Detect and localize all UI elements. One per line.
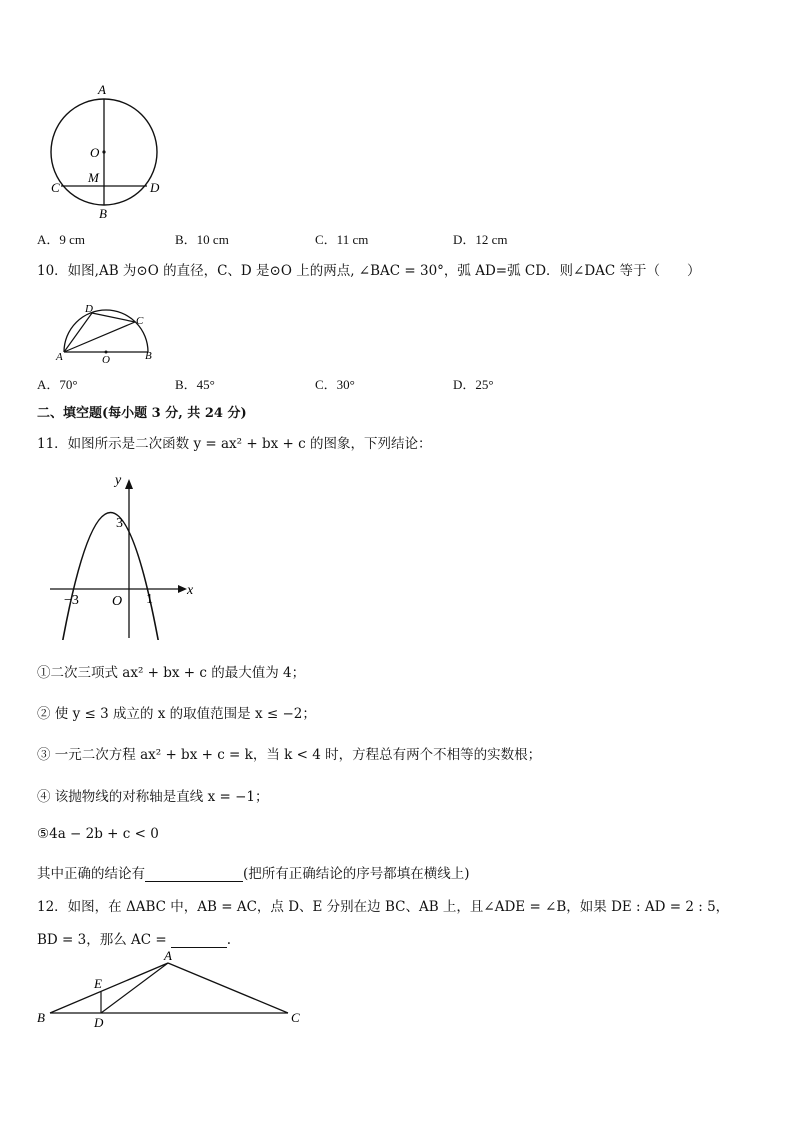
q12-segment-ad bbox=[101, 963, 168, 1013]
q10-label-c: C bbox=[136, 315, 144, 327]
q10-label-d: D bbox=[85, 303, 93, 315]
q11-label-y: y bbox=[115, 473, 122, 488]
q11-label-origin: O bbox=[112, 594, 123, 609]
q11-label-3: 3 bbox=[116, 516, 123, 531]
q9-option-a: A．9 cm bbox=[37, 232, 86, 247]
section-2-title: 二、填空题(每小题 3 分, 共 24 分) bbox=[37, 406, 247, 421]
q11-item-3: ③ 一元二次方程 ax² + bx + c = k，当 k < 4 时，方程总有两个不相等的实数根； bbox=[37, 747, 542, 763]
q9-label-m: M bbox=[88, 170, 99, 185]
q10-label-o: O bbox=[102, 354, 110, 366]
q11-label-neg3: −3 bbox=[64, 593, 79, 608]
q9-label-o: O bbox=[90, 145, 100, 160]
q10-option-b: B．45° bbox=[175, 377, 215, 392]
q10-stem: 10．如图,AB 为⊙O 的直径，C、D 是⊙O 上的两点, ∠BAC = 30°，弧 AD=弧 CD．则∠DAC 等于（ ） bbox=[37, 263, 701, 279]
q9-label-d: D bbox=[150, 180, 160, 195]
q11-answer-prefix: 其中正确的结论有 bbox=[37, 866, 145, 882]
q12-label-c: C bbox=[291, 1010, 300, 1025]
q11-item-5: ⑤4a − 2b + c < 0 bbox=[37, 826, 159, 842]
q11-item-1: ①二次三项式 ax² + bx + c 的最大值为 4； bbox=[37, 665, 306, 681]
q12-label-d: D bbox=[94, 1015, 104, 1030]
q12-side-ab bbox=[50, 963, 168, 1013]
q9-option-c: C．11 cm bbox=[315, 232, 369, 247]
q10-label-a: A bbox=[56, 351, 63, 363]
q11-answer-suffix: (把所有正确结论的序号都填在横线上) bbox=[243, 866, 470, 882]
q10-option-a: A．70° bbox=[37, 377, 78, 392]
q10-label-b: B bbox=[145, 350, 152, 362]
q12-stem-line1: 12．如图，在 ΔABC 中，AB = AC，点 D、E 分别在边 BC、AB 上，且∠ADE = ∠B，如果 DE : AD = 2 : 5， bbox=[37, 899, 730, 915]
q12-label-b: B bbox=[37, 1010, 45, 1025]
q9-label-c: C bbox=[51, 180, 60, 195]
q11-label-x: x bbox=[187, 583, 194, 598]
q9-option-b: B．10 cm bbox=[175, 232, 229, 247]
q11-stem: 11．如图所示是二次函数 y = ax² + bx + c 的图象，下列结论： bbox=[37, 436, 432, 452]
q10-option-c: C．30° bbox=[315, 377, 355, 392]
q12-side-ac bbox=[168, 963, 288, 1013]
q9-option-d: D．12 cm bbox=[453, 232, 508, 247]
q12-label-a: A bbox=[164, 948, 172, 963]
q9-label-b: B bbox=[99, 206, 107, 221]
q12-line2-suffix: . bbox=[226, 932, 231, 948]
q11-item-4: ④ 该抛物线的对称轴是直线 x = −1； bbox=[37, 789, 269, 805]
q12-label-e: E bbox=[94, 976, 102, 991]
q11-item-2: ② 使 y ≤ 3 成立的 x 的取值范围是 x ≤ −2； bbox=[37, 706, 316, 722]
q11-label-1: 1 bbox=[146, 592, 153, 607]
q10-option-d: D．25° bbox=[453, 377, 494, 392]
q9-label-a: A bbox=[98, 82, 106, 97]
q12-line2-prefix: BD = 3，那么 AC = bbox=[37, 932, 167, 948]
